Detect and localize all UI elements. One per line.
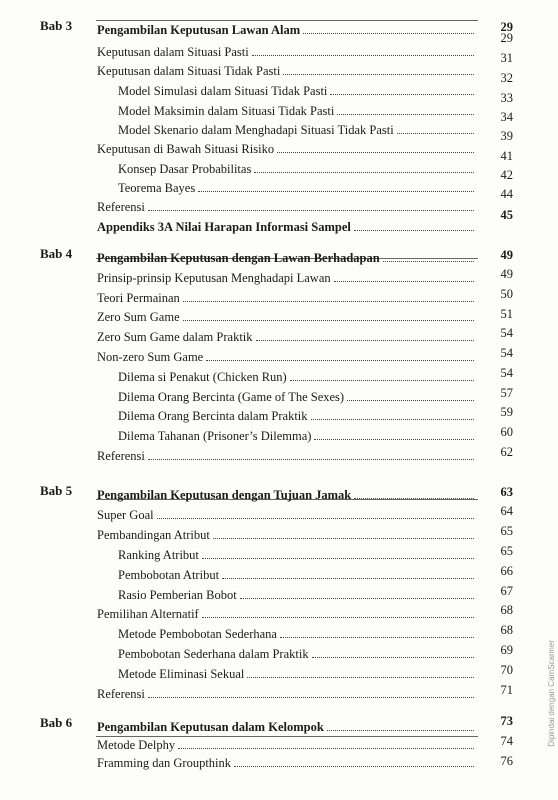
dot-leader — [202, 557, 474, 559]
toc-entry[interactable] — [97, 18, 478, 38]
toc-entry-title: Super Goal — [97, 508, 154, 522]
dot-leader — [347, 399, 474, 401]
toc-page-number: 76 — [500, 754, 513, 768]
toc-entry-title: Keputusan dalam Situasi Tidak Pasti — [97, 64, 281, 78]
dot-leader — [311, 418, 474, 420]
toc-entry[interactable] — [97, 715, 478, 735]
toc-subentry[interactable] — [118, 118, 478, 138]
toc-page-number: 62 — [500, 445, 513, 459]
toc-entry[interactable] — [97, 246, 478, 266]
dot-leader — [277, 151, 474, 153]
toc-page-number: 74 — [500, 734, 513, 748]
toc-entry[interactable] — [97, 286, 478, 306]
dot-leader — [222, 577, 474, 579]
dot-leader — [312, 656, 474, 658]
toc-entry-title: Zero Sum Game — [97, 310, 180, 324]
toc-entry-title: Pengambilan Keputusan Lawan Alam — [97, 23, 301, 37]
toc-entry[interactable] — [97, 305, 478, 325]
toc-entry[interactable] — [97, 195, 478, 215]
toc-entry-title: Framming dan Groupthink — [97, 756, 232, 770]
dot-leader — [213, 537, 474, 539]
dot-leader — [234, 765, 474, 767]
toc-page-number: 42 — [500, 168, 513, 182]
dot-leader — [283, 73, 474, 75]
toc-entry-title: Model Simulasi dalam Situasi Tidak Pasti — [118, 84, 328, 98]
toc-page-number: 65 — [500, 544, 513, 558]
dot-leader — [247, 676, 474, 678]
toc-entry[interactable] — [97, 266, 478, 286]
dot-leader — [383, 260, 474, 262]
dot-leader — [334, 280, 474, 282]
toc-page-number: 34 — [500, 110, 513, 124]
toc-subentry[interactable] — [118, 662, 478, 682]
chapter-label: Bab 5 — [40, 483, 73, 498]
toc-entry-title: Metode Eliminasi Sekual — [118, 667, 245, 681]
toc-page-number: 29 — [500, 31, 513, 45]
toc-page-number: 63 — [500, 485, 513, 499]
toc-entry[interactable] — [97, 503, 478, 523]
toc-subentry[interactable] — [118, 79, 478, 99]
dot-leader — [303, 32, 474, 34]
dot-leader — [280, 636, 474, 638]
toc-entry-title: Referensi — [97, 687, 145, 701]
dot-leader — [327, 729, 474, 731]
toc-page-number: 44 — [500, 187, 513, 201]
toc-entry-title: Dilema si Penakut (Chicken Run) — [118, 370, 287, 384]
dot-leader — [314, 438, 474, 440]
toc-page-number: 32 — [500, 71, 513, 85]
dot-leader — [148, 458, 474, 460]
toc-entry[interactable] — [97, 682, 478, 702]
toc-entry-title: Appendiks 3A Nilai Harapan Informasi Sampel — [97, 220, 351, 234]
dot-leader — [198, 190, 474, 192]
dot-leader — [183, 319, 474, 321]
toc-subentry[interactable] — [118, 424, 478, 444]
toc-entry-title: Pemilihan Alternatif — [97, 607, 199, 621]
toc-entry-title: Teori Permainan — [97, 291, 180, 305]
toc-subentry[interactable] — [118, 642, 478, 662]
dot-leader — [178, 747, 474, 749]
toc-page-number: 54 — [500, 346, 513, 360]
toc-subentry[interactable] — [118, 404, 478, 424]
dot-leader — [148, 696, 474, 698]
toc-page-number: 65 — [500, 524, 513, 538]
toc-page-number: 51 — [500, 307, 513, 321]
toc-subentry[interactable] — [118, 543, 478, 563]
dot-leader — [206, 359, 474, 361]
toc-page-number: 64 — [500, 504, 513, 518]
toc-entry[interactable] — [97, 59, 478, 79]
dot-leader — [337, 113, 474, 115]
toc-entry-title: Pengambilan Keputusan dalam Kelompok — [97, 720, 324, 734]
toc-entry-title: Pengambilan Keputusan dengan Lawan Berhadapan — [97, 251, 380, 265]
toc-entry[interactable] — [97, 40, 478, 60]
dot-leader — [354, 229, 474, 231]
dot-leader — [397, 132, 474, 134]
toc-page-number: 39 — [500, 129, 513, 143]
toc-page-number: 45 — [500, 208, 513, 222]
dot-leader — [252, 54, 474, 56]
toc-entry-title: Referensi — [97, 200, 145, 214]
dot-leader — [202, 616, 474, 618]
toc-page-number: 49 — [500, 248, 513, 262]
toc-entry[interactable] — [97, 733, 478, 753]
toc-entry-title: Metode Delphy — [97, 738, 176, 752]
dot-leader — [183, 300, 474, 302]
toc-entry[interactable] — [97, 345, 478, 365]
dot-leader — [254, 171, 474, 173]
toc-page-number: 66 — [500, 564, 513, 578]
toc-subentry[interactable] — [118, 385, 478, 405]
toc-page-number: 50 — [500, 287, 513, 301]
toc-entry-title: Pengambilan Keputusan dengan Tujuan Jamak — [97, 488, 352, 502]
dot-leader — [330, 93, 474, 95]
toc-entry-title: Teorema Bayes — [118, 181, 196, 195]
toc-subentry[interactable] — [118, 365, 478, 385]
dot-leader — [157, 517, 474, 519]
toc-page-number: 31 — [500, 51, 513, 65]
toc-subentry[interactable] — [118, 583, 478, 603]
toc-page-number: 68 — [500, 603, 513, 617]
toc-entry-title: Non-zero Sum Game — [97, 350, 204, 364]
toc-page-number: 49 — [500, 267, 513, 281]
toc-page-number: 71 — [500, 683, 513, 697]
chapter-label: Bab 3 — [40, 18, 73, 33]
toc-subentry[interactable] — [118, 176, 478, 196]
dot-leader — [256, 339, 474, 341]
toc-page-number: 41 — [500, 149, 513, 163]
dot-leader — [290, 379, 474, 381]
toc-entry-title: Model Maksimin dalam Situasi Tidak Pasti — [118, 104, 335, 118]
toc-entry[interactable] — [97, 215, 478, 235]
toc-page-number: 59 — [500, 405, 513, 419]
dot-leader — [240, 597, 474, 599]
toc-page-number: 67 — [500, 584, 513, 598]
toc-entry-title: Dilema Orang Bercinta dalam Praktik — [118, 409, 308, 423]
dot-leader — [148, 209, 474, 211]
toc-entry-title: Dilema Orang Bercinta (Game of The Sexes) — [118, 390, 345, 404]
toc-entry-title: Referensi — [97, 449, 145, 463]
toc-page-number: 70 — [500, 663, 513, 677]
toc-entry[interactable] — [97, 751, 478, 771]
toc-page-number: 33 — [500, 91, 513, 105]
toc-entry[interactable] — [97, 325, 478, 345]
toc-entry-title: Zero Sum Game dalam Praktik — [97, 330, 253, 344]
toc-entry[interactable] — [97, 523, 478, 543]
toc-entry-title: Pembobotan Sederhana dalam Praktik — [118, 647, 309, 661]
toc-page-number: 60 — [500, 425, 513, 439]
toc-entry-title: Model Skenario dalam Menghadapi Situasi Tidak Pasti — [118, 123, 394, 137]
toc-entry-title: Rasio Pemberian Bobot — [118, 588, 237, 602]
toc-page-number: 54 — [500, 326, 513, 340]
toc-page-number: 29 — [500, 20, 513, 34]
toc-subentry[interactable] — [118, 157, 478, 177]
toc-entry-title: Dilema Tahanan (Prisoner’s Dilemma) — [118, 429, 312, 443]
toc-entry[interactable] — [97, 602, 478, 622]
toc-entry-title: Ranking Atribut — [118, 548, 199, 562]
toc-entry-title: Pembobotan Atribut — [118, 568, 220, 582]
chapter-label: Bab 6 — [40, 715, 73, 730]
toc-entry-title: Prinsip-prinsip Keputusan Menghadapi Lawan — [97, 271, 331, 285]
toc-entry[interactable] — [97, 483, 478, 503]
toc-subentry[interactable] — [118, 99, 478, 119]
toc-subentry[interactable] — [118, 622, 478, 642]
toc-page-number: 68 — [500, 623, 513, 637]
dot-leader — [354, 497, 474, 499]
toc-entry-title: Keputusan dalam Situasi Pasti — [97, 45, 249, 59]
toc-page-number: 54 — [500, 366, 513, 380]
toc-entry-title: Konsep Dasar Probabilitas — [118, 162, 252, 176]
toc-entry-title: Keputusan di Bawah Situasi Risiko — [97, 142, 275, 156]
toc-page-number: 57 — [500, 386, 513, 400]
toc-subentry[interactable] — [118, 563, 478, 583]
chapter-label: Bab 4 — [40, 246, 73, 261]
toc-entry-title: Metode Pembobotan Sederhana — [118, 627, 277, 641]
toc-page-number: 69 — [500, 643, 513, 657]
toc-entry[interactable] — [97, 137, 478, 157]
toc-page-number: 73 — [500, 714, 513, 728]
toc-entry[interactable] — [97, 444, 478, 464]
toc-entry-title: Pembandingan Atribut — [97, 528, 210, 542]
scanner-watermark: Dipindai dengan CamScanner — [547, 640, 556, 747]
